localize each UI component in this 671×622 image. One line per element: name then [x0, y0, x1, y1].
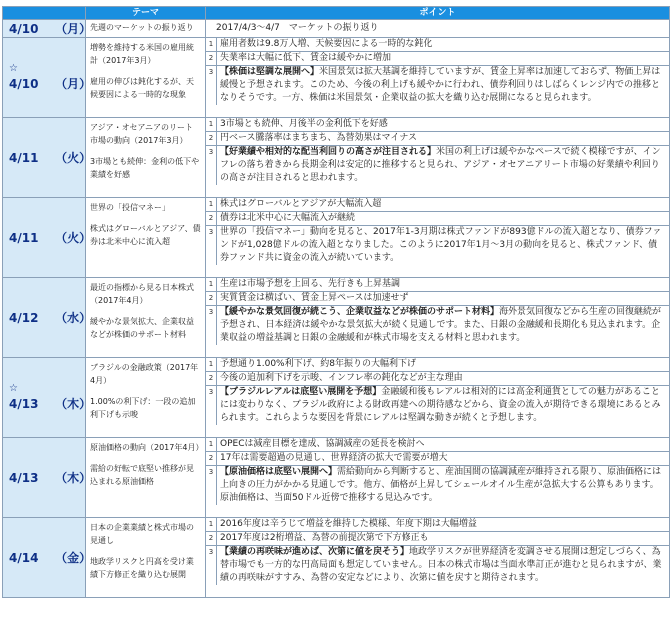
date: 4/13 [9, 471, 39, 485]
theme-subtitle: 株式はグローバルとアジア、債券は北米中心に流入超 [90, 224, 201, 246]
point-text: 2017/4/3～4/7 マーケットの振り返り [206, 20, 670, 38]
table-row [3, 278, 670, 358]
date: 4/14 [9, 551, 39, 565]
point-item: 1 2016年度は辛うじて増益を維持した模様、年度下期は大幅増益 [206, 518, 669, 532]
weekday: （火） [55, 151, 92, 165]
theme-subtitle: 地政学リスクと円高を受け業績下方修正を織り込む展開 [90, 557, 194, 579]
table-row [3, 358, 670, 438]
date: 4/10 [9, 22, 39, 36]
point-item: 1 OPECは減産目標を達成、協調減産の延長を検討へ [206, 438, 669, 452]
weekday: （木） [55, 397, 92, 411]
theme-title: 世界の「投信マネー」 [90, 203, 170, 212]
point-item: 2 2017年度は2桁増益、為替の前提次第で下方修正も [206, 532, 669, 546]
date: 4/10 [9, 77, 39, 91]
date-cell [3, 198, 92, 278]
theme-subtitle: 1.00%の利下げ：一段の追加利下げも示唆 [90, 397, 196, 419]
point-item: 1 生産は市場予想を上回る、先行きも上昇基調 [206, 278, 669, 292]
date: 4/11 [9, 231, 39, 245]
theme-subtitle: 需給の好転で底堅い推移が見込まれる原油価格 [90, 464, 194, 486]
table-row [3, 38, 670, 118]
points-cell [206, 118, 670, 198]
weekday: （水） [55, 311, 92, 325]
date: 4/13 [9, 397, 39, 411]
theme-cell [86, 278, 206, 358]
point-item: 2 失業率は大幅に低下、賃金は緩やかに増加 [206, 52, 669, 66]
theme-title: 先週のマーケットの振り返り [90, 23, 194, 32]
theme-cell [86, 518, 206, 598]
point-item: 3 【原油価格は底堅い展開へ】需給動向から判断すると、産油国間の協調減産が維持される限り、原油価格には上向きの圧力がかかる見通しです。他方、価格が上昇してシェールオイル生産が急拡大する公算もあります。原油価格は、当面50ドル近傍で推移する見込みです。 [206, 466, 669, 505]
weekday: （木） [55, 471, 92, 485]
weekday: （火） [55, 231, 92, 245]
theme-cell [86, 38, 206, 118]
date-cell [3, 518, 92, 598]
point-item: 2 17年は需要超過の見通し、世界経済の拡大で需要が増大 [206, 452, 669, 466]
date-header [3, 7, 86, 20]
point-item: 2 円ベース騰落率はまちまち、為替効果はマイナス [206, 132, 669, 146]
theme-subtitle: 3市場とも続伸：金利の低下や業績を好感 [90, 157, 200, 179]
weekday: （金） [55, 551, 92, 565]
date-cell [3, 358, 92, 438]
point-item: 1 雇用者数は9.8万人増、天候要因による一時的な鈍化 [206, 38, 669, 52]
theme-title: ブラジルの金融政策（2017年4月） [90, 363, 199, 385]
points-cell [206, 278, 670, 358]
point-item: 2 債券は北米中心に大幅流入が継続 [206, 212, 669, 226]
point-item: 1 3市場とも続伸、月後半の金利低下を好感 [206, 118, 669, 132]
table-row [3, 438, 670, 518]
date-cell [3, 438, 92, 518]
theme-title: 最近の指標から見る日本株式（2017年4月） [90, 283, 194, 305]
points-cell [206, 198, 670, 278]
theme-cell [86, 118, 206, 198]
point-item: 3 【好業績や相対的な配当利回りの高さが注目される】米国の利上げは緩やかなペースで続く模様ですが、インフレの落ち着きから長期金利は安定的に推移すると見られ、アジア・オセアニアリート市場の好業績や利回りの高さが注目されると思われます。 [206, 146, 669, 185]
theme-cell [86, 198, 206, 278]
date-cell [3, 118, 92, 198]
date: 4/11 [9, 151, 39, 165]
date-cell [3, 278, 92, 358]
point-item: 1 予想通り1.00%利下げ、約8年振りの大幅利下げ [206, 358, 669, 372]
point-item: 3 世界の「投信マネー」動向を見ると、2017年1-3月期は株式ファンドが893億ドルの流入超となり、債券ファンドが1,028億ドルの流入超となりました。このように2017年1月～3月の動向を見ると、株式ファンド、債券ファンド共に資金の流入が続いています。 [206, 226, 669, 265]
theme-subtitle: 緩やかな景気拡大、企業収益などが株価のサポート材料 [90, 317, 194, 339]
theme-title: 原油価格の動向（2017年4月） [90, 443, 204, 452]
points-cell [206, 518, 670, 598]
weekday: （月） [55, 77, 92, 91]
star-icon: ☆ [9, 383, 18, 394]
date: 4/12 [9, 311, 39, 325]
date-cell [3, 20, 92, 38]
point-item: 3 【緩やかな景気回復が続こう、企業収益などが株価のサポート材料】海外景気回復などから生産の回復継続が予想され、日本経済は緩やかな景気拡大が続く見通しです。また、日銀の金融緩和長期化も見込まれます。企業収益の増益基調と日銀の金融緩和が株式市場を支える材料と思われます。 [206, 306, 669, 345]
star-icon: ☆ [9, 63, 18, 74]
theme-subtitle: 雇用の伸びは鈍化するが、天候要因による一時的な現象 [90, 77, 194, 99]
points-cell [206, 438, 670, 518]
point-item: 2 実質賃金は横ばい、賃金上昇ペースは加速せず [206, 292, 669, 306]
theme-title: 日本の企業業績と株式市場の見通し [90, 523, 194, 545]
theme-cell [86, 438, 206, 518]
theme-title: 増勢を維持する米国の雇用統計（2017年3月） [90, 43, 194, 65]
weekly-topics-table [2, 6, 670, 598]
table-row [3, 518, 670, 598]
theme-cell [86, 358, 206, 438]
theme-title: アジア・オセアニアのリート市場の動向（2017年3月） [90, 123, 194, 145]
point-item: 3 【株価は堅調な展開へ】米国景気は拡大基調を維持していますが、賃金上昇率は加速しておらず、物価上昇は緩慢と予想されます。このため、今後の利上げも緩やかに行われ、債券利回りはしばらくレンジ内での推移となりそうです。一方、株価は米国景気・企業収益の拡大を織り込む展開になると見られます。 [206, 66, 669, 105]
table-row [3, 198, 670, 278]
point-item: 3 【業績の再咲味が進めば、次第に値を戻そう】地政学リスクが世界経済を変調させる展開は想定しづらく、為替市場でも一方的な円高局面も想定していません。日本の株式市場は当面水準訂正が進むと見られますが、業績の再咲味がすすみ、為替の安定などにより、次第に値を戻すと期待されます。 [206, 546, 669, 585]
points-cell [206, 358, 670, 438]
table-header-row [3, 7, 670, 20]
theme-cell [86, 20, 206, 38]
point-header: ポイント [206, 7, 670, 20]
points-cell [206, 38, 670, 118]
date-cell [3, 38, 92, 118]
point-item: 2 今後の追加利下げを示唆、インフレ率の鈍化などが主な理由 [206, 372, 669, 386]
theme-header: テーマ [86, 7, 206, 20]
weekday: （月） [55, 22, 92, 36]
point-item: 3 【ブラジルレアルは底堅い展開を予想】金融緩和後もレアルは相対的には高金利通貨としての魅力があることには変わりなく、ブラジル政府による財政再建への期待感などから、資金の流入が期待できる環境にあるとみられます。これらような要因を背景にレアルは堅調な動きが続くと予想します。 [206, 386, 669, 425]
table-row [3, 118, 670, 198]
point-item: 1 株式はグローバルとアジアが大幅流入超 [206, 198, 669, 212]
table-row [3, 20, 670, 38]
